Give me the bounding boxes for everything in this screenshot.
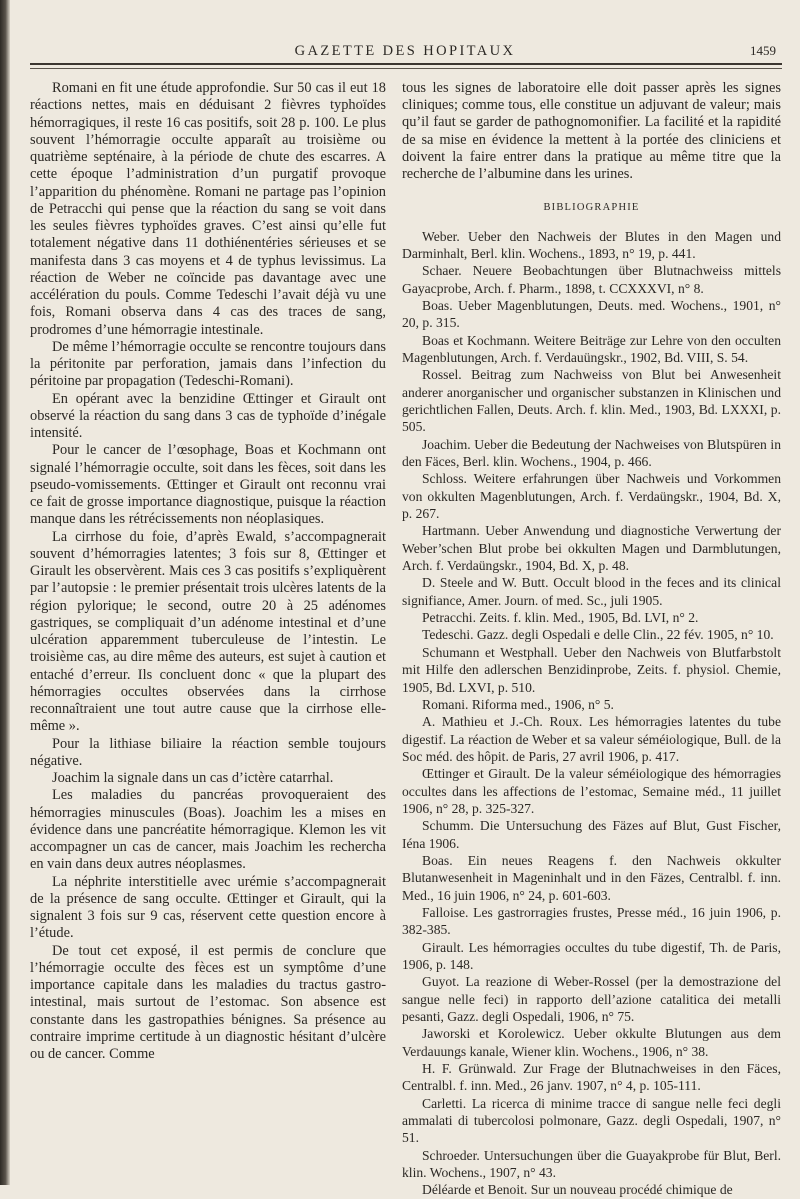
journal-title: GAZETTE DES HOPITAUX [294, 43, 516, 59]
bibliography-entry: Schumann et Westphall. Ueber den Nachweis von Blutfarbstolt mit Hilfe den adlerschen Benzidinprobe, Zeits. f. physiol. Chemie, 1905, Bd. LXVI, p. 510. [402, 644, 781, 695]
bibliography-entry: Schaer. Neuere Beobachtungen über Blutnachweiss mittels Gayacprobe, Arch. f. Pharm., 1898, t. CCXXXVI, n° 8. [402, 263, 781, 296]
header-rule-thick [30, 63, 782, 65]
bibliography-entry: D. Steele and W. Butt. Occult blood in the feces and its clinical signifiance, Amer. Journ. of med. Sc., juli 1905. [402, 575, 781, 608]
bibliography-heading: BIBLIOGRAPHIE [543, 202, 640, 214]
bibliography-entry: Falloise. Les gastrorragies frustes, Presse méd., 16 juin 1906, p. 382-385. [402, 904, 781, 938]
page-header [30, 42, 780, 62]
paragraph: Les maladies du pancréas provoqueraient des hémorragies minuscules (Boas). Joachim les a mises en évidence dans une pancréatite hémorragique. Klemon les vit accompagner un cas de cancer, mais Joachim les rechercha en vain dans deux autres néoplasmes. [30, 787, 386, 873]
bibliography-entry: Weber. Ueber den Nachweis der Blutes in den Magen und Darminhalt, Berl. klin. Wochens., 1893, n° 19, p. 441. [402, 228, 781, 261]
bibliography-entry: Schloss. Weitere erfahrungen über Nachweis und Vorkommen von okkulten Magenblutungen, Arch. f. Verdaüngskr., 1904, Bd. X, p. 267. [402, 471, 781, 522]
bibliography-entry: Boas. Ein neues Reagens f. den Nachweis okkulter Blutanwesenheit in Mageninhalt und in den Fäzes, Centralbl. f. inn. Med., 16 juin 1906, n° 24, p. 601-603. [402, 852, 781, 903]
bibliography-entry: Rossel. Beitrag zum Nachweiss von Blut bei Anwesenheit anderer anorganischer und organischer substanzen in Klinischen und gerichtlichen Fallen, Deuts. Arch. f. klin. Med., 1903, Bd. LXXXI, p. 505. [402, 367, 781, 435]
bibliography-entry: Carletti. La ricerca di minime tracce di sangue nelle feci degli ammalati di tubercolosi polmonare, Gazz. degli Ospedali, 1907, n° 51. [402, 1095, 781, 1146]
paragraph: Joachim la signale dans un cas d’ictère catarrhal. [52, 770, 334, 786]
paragraph: Romani en fit une étude approfondie. Sur 50 cas il eut 18 réactions nettes, mais en déduisant 2 fièvres typhoïdes hémorragiques, il reste 16 cas positifs, soit 28 p. 100. Le plus souvent l’hémorragie occulte apparaît au troisième ou quatrième septénaire, à la période de chute des escarres. A cette époque l’administration d’un purgatif provoque l’apparition du phénomène. Romani ne partage pas l’opinion de Petracchi qui pense que la réaction du sang se voit dans les seules fièvres typhoïdes graves. C’est ainsi qu’elle fut totalement négative dans 11 dothiénentéries sérieuses et se manifesta dans 3 cas moyens et 4 de typhus levissimus. La réaction de Weber ne coïncide pas davantage avec une accélération du pouls. Comme Tedeschi l’avait déjà vu une fois, Romani observa dans 4 cas des traces de sang, prodromes d’une hémorragie intestinale. [30, 80, 386, 338]
paragraph: De même l’hémorragie occulte se rencontre toujours dans la péritonite par perforation, jamais dans l’infection du péritoine par propagation (Tedeschi-Romani). [30, 338, 386, 390]
right-column [402, 80, 781, 1199]
page-binding-edge [0, 0, 10, 1185]
bibliography-entry: Boas et Kochmann. Weitere Beiträge zur Lehre von den occulten Magenblutungen, Arch. f. Verdauüngskr., 1902, Bd. VIII, S. 54. [402, 332, 781, 365]
paragraph: La néphrite interstitielle avec urémie s’accompagnerait de la présence de sang occulte. Œttinger et Girault, qui la signalent 3 fois sur 9 cas, réservent cette question encore à l’étude. [30, 873, 386, 942]
bibliography-list [402, 228, 781, 1199]
left-column [30, 80, 386, 1063]
bibliography-entry: Schroeder. Untersuchungen über die Guayakprobe für Blut, Berl. klin. Wochens., 1907, n° 43. [402, 1147, 781, 1181]
bibliography-entry: A. Mathieu et J.-Ch. Roux. Les hémorragies latentes du tube digestif. La réaction de Weber et sa valeur séméiologique, Bull. de la Soc méd. des hôpit. de Paris, 27 avril 1906, p. 417. [402, 714, 781, 764]
bibliography-entry: Girault. Les hémorragies occultes du tube digestif, Th. de Paris, 1906, p. 148. [402, 939, 781, 972]
paragraph: Pour la lithiase biliaire la réaction semble toujours négative. [30, 735, 386, 769]
page-number: 1459 [750, 43, 776, 58]
bibliography-entry: Joachim. Ueber die Bedeutung der Nachweises von Blutspüren in den Fäces, Berl. klin. Wochens., 1904, p. 466. [402, 436, 781, 470]
paragraph: En opérant avec la benzidine Œttinger et Girault ont observé la réaction du sang dans 3 cas de typhoïde d’inégale intensité. [30, 390, 386, 441]
paragraph: Pour le cancer de l’œsophage, Boas et Kochmann ont signalé l’hémorragie occulte, soit dans les fèces, soit dans les pseudo-vomissements. Œttinger et Girault ont reconnu vrai ce fait de grosse importance diagnostique, puisque la réaction manque dans les rétrécissements non néoplasiques. [30, 442, 386, 528]
bibliography-entry: Jaworski et Korolewicz. Ueber okkulte Blutungen aus dem Verdauungs kanale, Wiener klin. Wochens., 1906, n° 38. [402, 1026, 781, 1059]
bibliography-entry: Hartmann. Ueber Anwendung und diagnostiche Verwertung der Weber’schen Blut probe bei okkulten Magen und Darmblutungen, Arch. f. Verdaüngskr., 1904, Bd. X, p. 48. [402, 523, 781, 574]
bibliography-entry: H. F. Grünwald. Zur Frage der Blutnachweises in den Fäces, Centralbl. f. inn. Med., 26 janv. 1907, n° 4, p. 105-111. [402, 1061, 781, 1094]
bibliography-entry: Tedeschi. Gazz. degli Ospedali e delle Clin., 22 fév. 1905, n° 10. [422, 627, 774, 643]
paragraph: De tout cet exposé, il est permis de conclure que l’hémorragie occulte des fèces est un symptôme d’une importance capitale dans les maladies du tractus gastro-intestinal, mais surtout de l’estomac. Son absence est constante dans les gastropathies bénignes. Sa présence au contraire imprime certitude à un diagnostic hésitant d’ulcère ou de cancer. Comme [30, 942, 386, 1062]
bibliography-entry: Petracchi. Zeits. f. klin. Med., 1905, Bd. LVI, n° 2. [422, 610, 699, 626]
bibliography-entry: Guyot. La reazione di Weber-Rossel (per la demostrazione del sangue nelle feci) in rapporto dell’azione catalitica dei metalli pesanti, Gazz. degli Ospedali, 1906, n° 75. [402, 974, 781, 1025]
bibliography-entry: Boas. Ueber Magenblutungen, Deuts. med. Wochens., 1901, n° 20, p. 315. [402, 297, 781, 331]
paragraph: La cirrhose du foie, d’après Ewald, s’accompagnerait souvent d’hémorragies latentes; 3 fois sur 8, Œttinger et Girault les observèrent. Mais ces 3 cas positifs s’expliquèrent par l’autopsie : le premier présentait trois ulcères latents de la région pylorique; le second, outre 20 à 25 adénomes gastriques, se compliquait d’un adénome intestinal et d’une ulcération apparemment tuberculeuse de l’intestin. Le troisième cas, au dire même des auteurs, est sujet à caution et entaché d’erreur. Ils concluent donc « que la plupart des hémorragies occultes observées dans la cirrhose reconnaîtraient une tout autre cause que la cirrhose elle-même ». [30, 528, 386, 735]
bibliography-entry: Schumm. Die Untersuchung des Fäzes auf Blut, Gust Fischer, Iéna 1906. [402, 818, 781, 851]
bibliography-entry: Déléarde et Benoit. Sur un nouveau procédé chimique de [422, 1182, 733, 1198]
header-rule-thin [30, 68, 782, 69]
bibliography-entry: Œttinger et Girault. De la valeur séméiologique des hémorragies occultes dans les affections de l’estomac, Semaine méd., 11 juillet 1906, n° 28, p. 325-327. [402, 766, 781, 816]
bibliography-entry: Romani. Riforma med., 1906, n° 5. [422, 696, 614, 712]
continuation-paragraph: tous les signes de laboratoire elle doit passer après les signes cliniques; comme tous, elle constitue un adjuvant de valeur; mais qu’il faut se garder de pathognomonifier. La facilité et la rapidité de sa mise en évidence la mettent à la portée des cliniciens et doivent la faire entrer dans la pratique au même titre que la recherche de l’albumine dans les urines. [402, 80, 781, 183]
